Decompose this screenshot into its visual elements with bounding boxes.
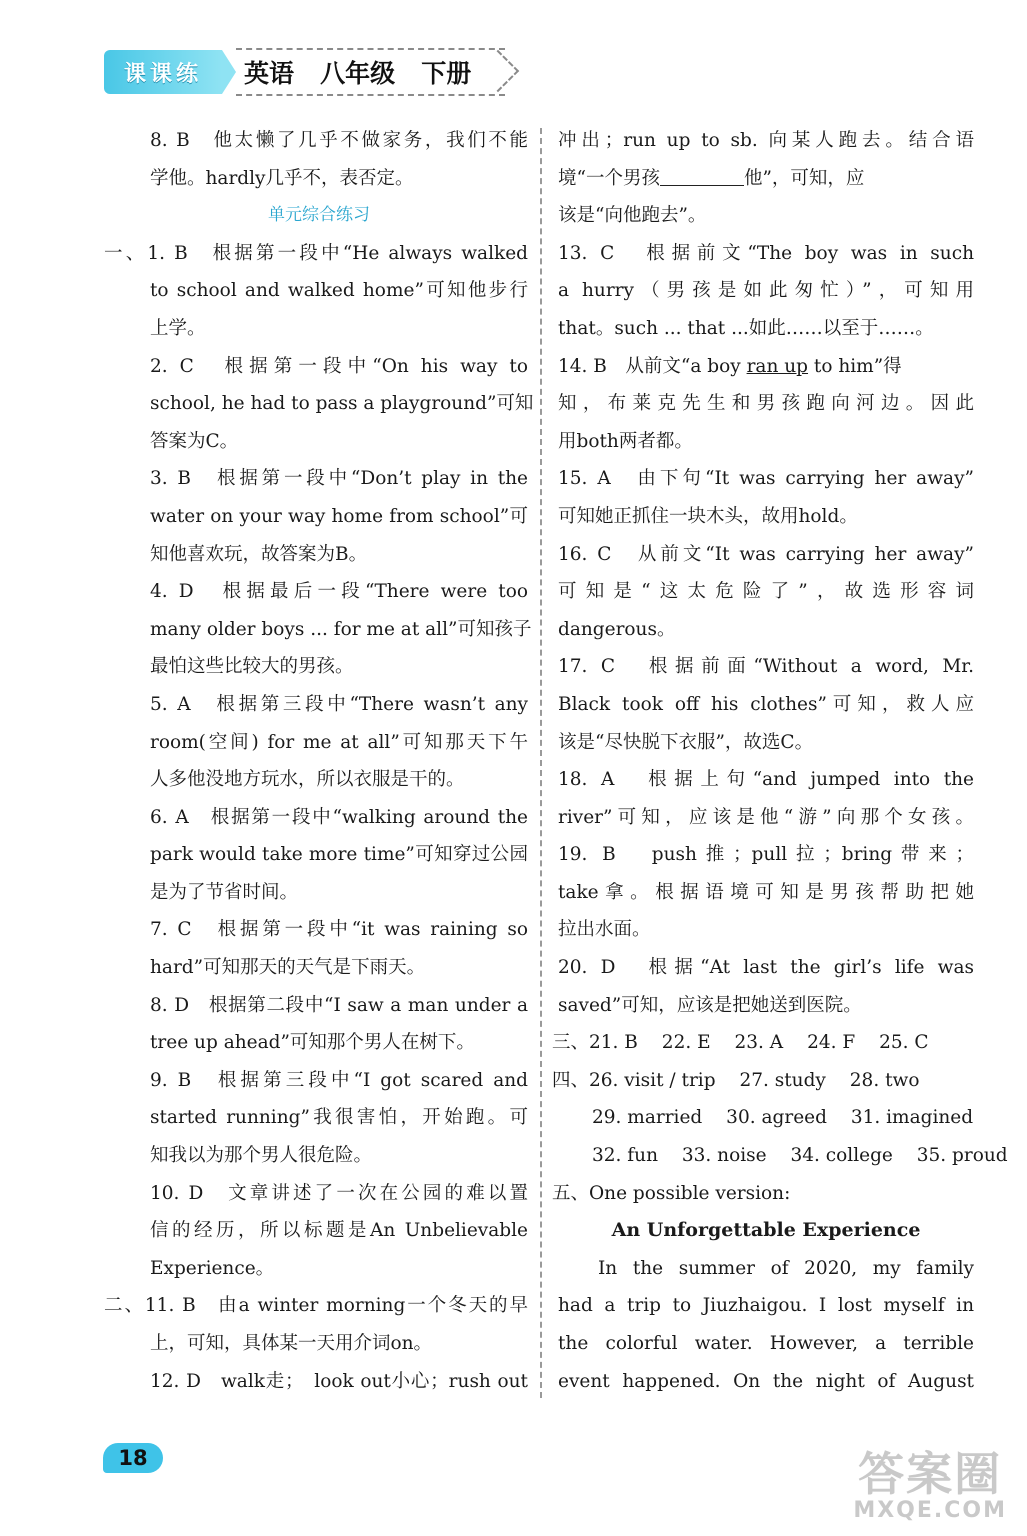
answer-item: 33. noise bbox=[681, 1145, 767, 1167]
text-line: river”可知，应该是他“游”向那个女孩。 bbox=[558, 806, 974, 828]
answer-item: 22. E bbox=[661, 1032, 711, 1054]
essay-title: An Unforgettable Experience bbox=[611, 1219, 921, 1242]
text-line: 17. C 根据前面“Without a word, Mr. bbox=[558, 656, 974, 678]
answer-item: 23. A bbox=[734, 1032, 784, 1054]
text-line: 人多他没地方玩水，所以衣服是干的。 bbox=[150, 769, 465, 791]
text-line: 可知她正抓住一块木头，故用hold。 bbox=[558, 505, 858, 527]
text-line: 15. A 由下句“It was carrying her away” bbox=[558, 468, 974, 490]
text-line: 该是“向他跑去”。 bbox=[558, 205, 707, 227]
text-line: many older boys ... for me at all”可知孩子 bbox=[150, 618, 532, 640]
text-line: 12. D walk走； look out小心；rush out bbox=[150, 1370, 528, 1392]
text-line: 知，布莱克先生和男孩跑向河边。因此 bbox=[558, 393, 974, 415]
text-line: take拿。根据语境可知是男孩帮助把她 bbox=[558, 881, 974, 903]
text-line: Black took off his clothes”可知，救人应 bbox=[558, 693, 974, 715]
text-line: to school and walked home”可知他步行 bbox=[150, 280, 528, 302]
text-line: hard”可知那天的天气是下雨天。 bbox=[150, 957, 426, 979]
header-title-box bbox=[236, 48, 505, 96]
book-title: 英语 八年级 下册 bbox=[244, 59, 472, 88]
text-line: 知他喜欢玩，故答案为B。 bbox=[150, 543, 368, 565]
text-line: 13. C 根据前文“The boy was in such bbox=[558, 242, 974, 264]
text-line: 8. D 根据第二段中“I saw a man under a bbox=[150, 994, 528, 1016]
section-title: 单元综合练习 bbox=[268, 205, 370, 226]
text-line: 16. C 从前文“It was carrying her away” bbox=[558, 543, 974, 565]
text-line: 用both两者都。 bbox=[558, 430, 693, 452]
text-line: 8. B 他太懒了几乎不做家务，我们不能 bbox=[150, 130, 528, 151]
text-line: tree up ahead”可知那个男人在树下。 bbox=[150, 1032, 475, 1054]
text-line: started running”我很害怕，开始跑。可 bbox=[150, 1107, 528, 1129]
text-span: 境“一个男孩 bbox=[558, 167, 660, 189]
text-line: 一、1. B 根据第一段中“He always walked bbox=[104, 242, 528, 264]
underlined-phrase: ran up bbox=[746, 355, 809, 377]
text-line: 学他。hardly几乎不，表否定。 bbox=[150, 167, 414, 189]
answer-row-section-4 bbox=[558, 1099, 974, 1137]
text-line: school, he had to pass a playground”可知 bbox=[150, 393, 534, 415]
text-line: water on your way home from school”可 bbox=[150, 505, 528, 527]
watermark-site: MXQE.COM bbox=[853, 1498, 1007, 1523]
text-line: 二、11. B 由a winter morning一个冬天的早 bbox=[104, 1295, 528, 1317]
answer-row-section-4 bbox=[558, 1137, 1008, 1175]
page-header bbox=[104, 48, 505, 96]
text-span: 14. B 从前文“a boy bbox=[558, 355, 747, 377]
answer-row-section-3 bbox=[552, 1024, 974, 1062]
answer-item: 三、21. B bbox=[552, 1032, 638, 1054]
answer-item: 30. agreed bbox=[726, 1107, 827, 1129]
text-line: 6. A 根据第一段中“walking around the bbox=[150, 806, 528, 828]
text-line: 18. A 根据上句“and jumped into the bbox=[558, 769, 974, 791]
text-line: 是为了节省时间。 bbox=[150, 881, 299, 903]
answer-item: 29. married bbox=[592, 1107, 703, 1129]
text-line: park would take more time”可知穿过公园 bbox=[150, 844, 528, 866]
answer-item: 24. F bbox=[807, 1032, 856, 1054]
text-line: 9. B 根据第三段中“I got scared and bbox=[150, 1069, 528, 1091]
watermark bbox=[853, 1447, 1007, 1523]
section-5-heading: 五、One possible version: bbox=[552, 1182, 791, 1204]
text-line: 4. D 根据最后一段“There were too bbox=[150, 581, 528, 603]
text-line: 3. B 根据第一段中“Don’t play in the bbox=[150, 468, 528, 490]
answer-item: 32. fun bbox=[592, 1145, 658, 1167]
text-line: 答案为C。 bbox=[150, 430, 239, 452]
text-line bbox=[558, 348, 974, 386]
text-span: to him”得 bbox=[808, 355, 902, 377]
text-line: 可知是“这太危险了”，故选形容词 bbox=[558, 581, 974, 603]
page-number: 18 bbox=[103, 1443, 163, 1473]
essay-line: the colorful water. However, a terrible bbox=[558, 1333, 974, 1354]
text-span: 他”，可知，应 bbox=[743, 167, 865, 189]
answer-item: 25. C bbox=[879, 1032, 929, 1054]
text-line: that。such ... that ...如此……以至于……。 bbox=[558, 317, 934, 339]
answer-item: 34. college bbox=[790, 1145, 893, 1167]
watermark-logo: 答案圈 bbox=[858, 1447, 1003, 1501]
text-line: 19. B push推；pull拉；bring带来； bbox=[558, 844, 974, 866]
text-line: Experience。 bbox=[150, 1257, 275, 1279]
text-line: 冲出；run up to sb. 向某人跑去。结合语 bbox=[558, 130, 974, 151]
text-line bbox=[558, 160, 974, 198]
answer-item: 31. imagined bbox=[850, 1107, 974, 1129]
text-line: 上学。 bbox=[150, 317, 206, 339]
essay-line: In the summer of 2020, my family bbox=[598, 1257, 974, 1279]
answer-item: 35. proud bbox=[916, 1145, 1008, 1167]
column-divider bbox=[540, 128, 542, 1398]
text-line: 10. D 文章讲述了一次在公园的难以置 bbox=[150, 1182, 528, 1204]
answer-item: 28. two bbox=[849, 1069, 920, 1091]
text-line: 上，可知，具体某一天用介词on。 bbox=[150, 1333, 433, 1354]
answer-blank bbox=[660, 163, 744, 186]
text-line: room(空间) for me at all”可知那天下午 bbox=[150, 731, 528, 753]
text-line: saved”可知，应该是把她送到医院。 bbox=[558, 994, 862, 1016]
text-line: 5. A 根据第三段中“There wasn’t any bbox=[150, 693, 528, 715]
answer-item: 四、26. visit / trip bbox=[552, 1069, 716, 1091]
text-line: 该是“尽快脱下衣服”，故选C。 bbox=[558, 731, 814, 753]
text-line: 拉出水面。 bbox=[558, 919, 651, 941]
text-line: dangerous。 bbox=[558, 618, 676, 640]
essay-line: event happened. On the night of August bbox=[558, 1370, 974, 1392]
text-line: 7. C 根据第一段中“it was raining so bbox=[150, 919, 528, 941]
series-badge bbox=[104, 50, 222, 94]
text-line: 知我以为那个男人很危险。 bbox=[150, 1145, 373, 1167]
text-line: 最怕这些比较大的男孩。 bbox=[150, 656, 354, 678]
text-line: a hurry（男孩是如此匆忙）”，可知用 bbox=[558, 280, 974, 302]
answer-row-section-4 bbox=[552, 1062, 974, 1100]
answer-item: 27. study bbox=[739, 1069, 826, 1091]
series-badge-text: 课课练 bbox=[123, 61, 202, 87]
left-column bbox=[104, 122, 534, 1400]
text-line: 20. D 根据“At last the girl’s life was bbox=[558, 957, 974, 979]
right-column bbox=[552, 122, 1008, 1400]
text-line: 信的经历，所以标题是An Unbelievable bbox=[150, 1220, 528, 1242]
essay-line: had a trip to Jiuzhaigou. I lost myself in bbox=[558, 1295, 974, 1317]
text-line: 2. C 根据第一段中“On his way to bbox=[150, 355, 528, 377]
